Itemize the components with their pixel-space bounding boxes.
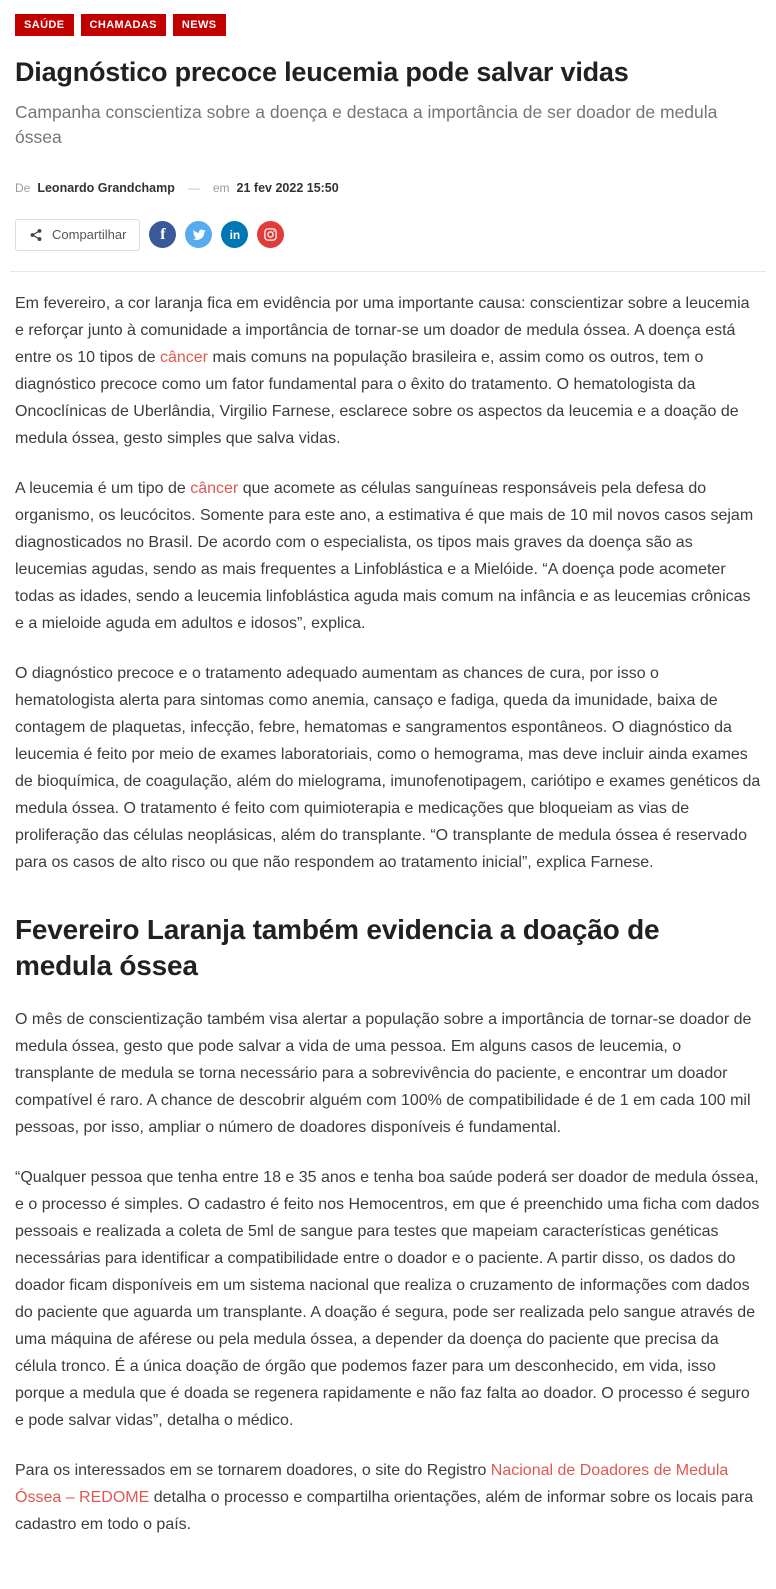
article-paragraph: “Qualquer pessoa que tenha entre 18 e 35 anos e tenha boa saúde poderá ser doador de medula óssea, e o processo é simples. O cadastro é feito nos Hemocentros, em que é preenchido uma ficha com dados pessoais e realizada a coleta de 5ml de sangue para testes que mapeiam características genéticas necessárias para identificar a compatibilidade entre o doador e o paciente. A partir disso, os dados do doador ficam disponíveis em um sistema nacional que realiza o cruzamento de informações com dados do paciente que aguarda um transplante. A doação é segura, pode ser realizada pelo sangue através de uma máquina de aférese ou pela medula óssea, a depender da doença do paciente que precisa da célula tronco. É a única doação de órgão que podemos fazer para um desconhecido, em vida, isso porque a medula que é doada se regenera rapidamente e não faz falta ao doador. O processo é seguro e pode salvar vidas”, detalha o médico. bbox=[15, 1169, 760, 1430]
share-icon bbox=[29, 228, 43, 242]
inline-link[interactable]: câncer bbox=[190, 479, 239, 497]
instagram-icon bbox=[263, 227, 278, 242]
category-tag[interactable]: NEWS bbox=[173, 14, 226, 36]
twitter-share-button[interactable] bbox=[185, 221, 212, 248]
page-title: Diagnóstico precoce leucemia pode salvar vidas bbox=[15, 57, 629, 87]
linkedin-share-button[interactable] bbox=[221, 221, 248, 248]
author-link[interactable]: Leonardo Grandchamp bbox=[37, 180, 175, 195]
publish-date: 21 fev 2022 15:50 bbox=[236, 180, 339, 195]
article-body bbox=[15, 290, 761, 1539]
linkedin-icon: in bbox=[229, 227, 241, 242]
facebook-share-button[interactable] bbox=[149, 221, 176, 248]
article-paragraph: O mês de conscientização também visa alertar a população sobre a importância de tornar-se doador de medula óssea, gesto que pode salvar a vida de uma pessoa. Em alguns casos de leucemia, o transplante de medula se torna necessário para a sobrevivência do paciente, e encontrar um doador compatível é raro. A chance de descobrir alguém com 100% de compatibilidade é de 1 em cada 100 mil pessoas, por isso, ampliar o número de doadores disponíveis é fundamental. bbox=[15, 1011, 752, 1137]
divider bbox=[10, 271, 766, 272]
section-heading: Fevereiro Laranja também evidencia a doação de medula óssea bbox=[15, 913, 660, 981]
share-button[interactable] bbox=[15, 219, 140, 251]
byline-by-label: De bbox=[15, 180, 31, 195]
article-subtitle: Campanha conscientiza sobre a doença e destaca a importância de ser doador de medula óssea bbox=[15, 101, 718, 148]
article-paragraph: A leucemia é um tipo de câncer que acomete as células sanguíneas responsáveis pela defesa do organismo, os leucócitos. Somente para este ano, a estimativa é que mais de 10 mil novos casos sejam diagnosticados no Brasil. De acordo com o especialista, os tipos mais graves da doença são as leucemias agudas, sendo as mais frequentes a Linfoblástica e a Mielóide. “A doença pode acometer todas as idades, sendo a leucemia linfoblástica aguda mais comum na infância e as leucemias crônicas e a mieloide aguda em adultos e idosos”, explica. bbox=[15, 479, 754, 632]
byline-separator: — bbox=[187, 180, 200, 195]
article-header bbox=[15, 56, 761, 151]
category-tag[interactable]: SAÚDE bbox=[15, 14, 74, 36]
facebook-icon: f bbox=[160, 225, 166, 243]
byline-date-label: em bbox=[212, 180, 230, 195]
instagram-share-button[interactable] bbox=[257, 221, 284, 248]
category-tags bbox=[15, 14, 761, 36]
article-paragraph: Em fevereiro, a cor laranja fica em evidência por uma importante causa: conscientizar sobre a leucemia e reforçar junto à comunidade a importância de tornar-se um doador de medula óssea. A doença está entre os 10 tipos de câncer mais comuns na população brasileira e, assim como os outros, tem o diagnóstico precoce como um fator fundamental para o êxito do tratamento. O hematologista da Oncoclínicas de Uberlândia, Virgilio Farnese, esclarece sobre os aspectos da leucemia e a doação de medula óssea, gesto simples que salva vidas. bbox=[15, 294, 750, 447]
twitter-icon bbox=[192, 228, 206, 242]
social-buttons bbox=[149, 221, 284, 248]
byline bbox=[15, 181, 761, 195]
share-button-label: Compartilhar bbox=[52, 227, 127, 242]
share-row bbox=[15, 219, 761, 251]
inline-link[interactable]: Nacional de Doadores de Medula Óssea – REDOME bbox=[15, 1462, 729, 1507]
category-tag[interactable]: CHAMADAS bbox=[81, 14, 166, 36]
article-paragraph: Para os interessados em se tornarem doadores, o site do Registro Nacional de Doadores de Medula Óssea – REDOME detalha o processo e compartilha orientações, além de informar sobre os locais para cadastro em todo o país. bbox=[15, 1462, 754, 1534]
article-paragraph: O diagnóstico precoce e o tratamento adequado aumentam as chances de cura, por isso o hematologista alerta para sintomas como anemia, cansaço e fadiga, queda da imunidade, baixa de contagem de plaquetas, infecção, febre, hematomas e sangramentos espontâneos. O diagnóstico da leucemia é feito por meio de exames laboratoriais, como o hemograma, mas deve incluir ainda exames de bioquímica, de coagulação, além do mielograma, imunofenotipagem, cariótipo e exames genéticos da medula óssea. O tratamento é feito com quimioterapia e medicações que bloqueiam as vias de proliferação das células neoplásicas, além do transplante. “O transplante de medula óssea é reservado para os casos de alto risco ou que não respondem ao tratamento inicial”, explica Farnese. bbox=[15, 664, 761, 871]
inline-link[interactable]: câncer bbox=[159, 348, 209, 366]
